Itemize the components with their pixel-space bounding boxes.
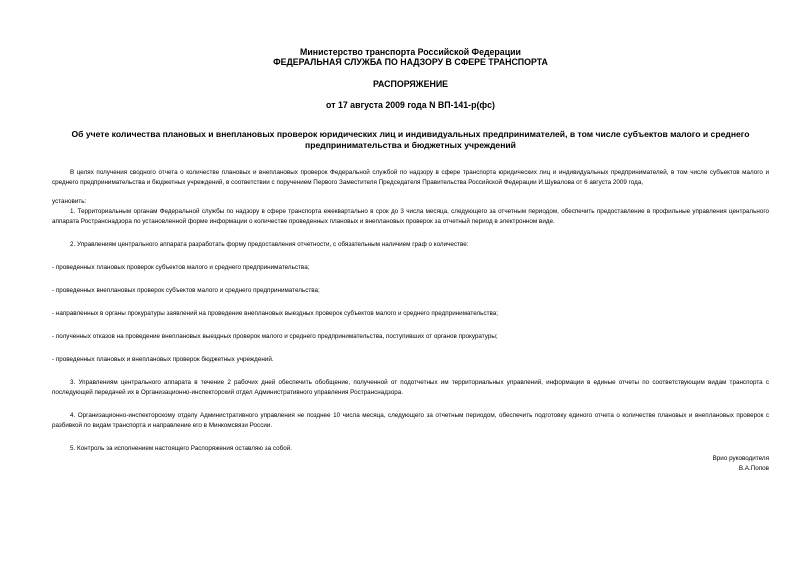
list-item: - полученных отказов на проведение внеплановых выездных проверок малого и среднего предпринимательства, поступивших от органов прокуратуры; (52, 333, 498, 340)
paragraph-5: 5. Контроль за исполнением настоящего Распоряжения оставляю за собой. (70, 445, 293, 452)
list-item: - проведенных плановых проверок субъектов малого и среднего предпринимательства; (52, 264, 310, 271)
paragraph-4: 4. Организационно-инспекторскому отделу Административного управления не позднее 10 числа месяца, следующего за отчетным периодом, обеспечить подготовку единого отчета о количестве плановых и внеплановых проверок с разбивкой по видам транспорта и направление его в Минкомсвязи России. (52, 412, 769, 429)
document-body (52, 168, 769, 474)
paragraph-2: 2. Управлениям центрального аппарата разработать форму предоставления отчетности, с обязательным наличием граф о количестве: (70, 241, 469, 248)
list-item: - проведенных плановых и внеплановых проверок бюджетных учреждений. (52, 356, 274, 363)
document-date-number: от 17 августа 2009 года N ВП-141-р(фс) (326, 100, 495, 110)
document-page (52, 0, 769, 571)
establish-line: установить: (52, 198, 87, 205)
ministry-name: Министерство транспорта Российской Федерации (300, 47, 521, 57)
signature-name: В.А.Попов (738, 465, 769, 472)
service-name: ФЕДЕРАЛЬНАЯ СЛУЖБА ПО НАДЗОРУ В СФЕРЕ ТРАНСПОРТА (273, 57, 548, 67)
list-item: - проведенных внеплановых проверок субъектов малого и среднего предпринимательства; (52, 287, 320, 294)
paragraph-3: 3. Управлениям центрального аппарата в течение 2 рабочих дней обеспечить обобщение, полученной от подотчетных им территориальных управлений, информации в единые отчеты по соответствующим видам транспорта с последующей передачей их в Организационно-инспекторский отдел Административного управления Ространснадзора. (52, 379, 769, 396)
list-item: - направленных в органы прокуратуры заявлений на проведение внеплановых выездных проверок субъектов малого и среднего предпринимательства; (52, 310, 499, 317)
document-subject: Об учете количества плановых и внеплановых проверок юридических лиц и индивидуальных предпринимателей, в том числе субъектов малого и среднего предпринимательства и бюджетных учреждений (71, 129, 750, 150)
signature-title: Врио руководителя (712, 455, 769, 462)
document-type: РАСПОРЯЖЕНИЕ (372, 79, 449, 89)
preamble-paragraph: В целях получения сводного отчета о количестве плановых и внеплановых проверок Федеральной службой по надзору в сфере транспорта юридических лиц и индивидуальных предпринимателей, в том числе субъектов малого и среднего предпринимательства и бюджетных учреждений, в соответствии с поручением Первого Заместителя Председателя Правительства Российской Федерации И.Шувалова от 6 августа 2009 года, (52, 169, 769, 186)
paragraph-1: 1. Территориальным органам Федеральной службы по надзору в сфере транспорта ежеквартально в срок до 3 числа месяца, следующего за отчетным периодом, обеспечить предоставление в профильные управления центрального аппарата Ространснадзора по установленной форме информации о количестве проведенных плановых и внеплановых проверок за отчетный период в электронном виде. (52, 208, 769, 225)
